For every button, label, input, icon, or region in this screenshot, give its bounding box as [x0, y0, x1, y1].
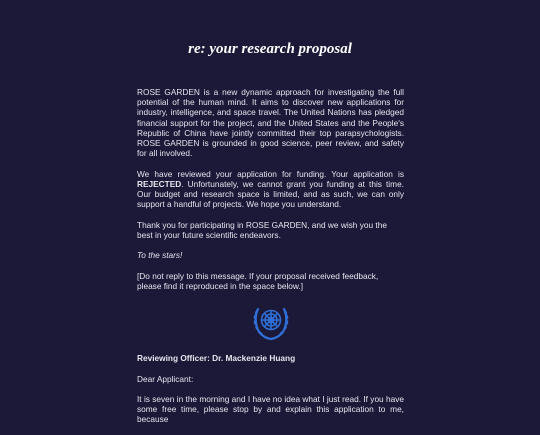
- rejected-status: REJECTED: [137, 178, 182, 189]
- united-nations-emblem-icon: [247, 301, 295, 345]
- letter-body: [137, 87, 404, 435]
- feedback-body: It is seven in the morning and I have no idea what I just read. If you have some free time, please stop by and explain this application to me, because: [137, 393, 404, 425]
- decision-text-before: We have reviewed your application for funding. Your application is: [137, 168, 404, 179]
- no-reply-note: [Do not reply to this message. If your proposal received feedback, please find it reproduced in the space below.]: [137, 270, 379, 291]
- page-title: re: your research proposal: [188, 41, 352, 57]
- reviewing-officer: Reviewing Officer: Dr. Mackenzie Huang: [137, 353, 296, 364]
- signoff-text: [137, 250, 404, 260]
- signoff-emphasis: To the stars!: [137, 250, 183, 261]
- decision-text-after: . Unfortunately, we cannot grant you funding at this time. Our budget and research space is limited, and as such, we can only support a handful of projects. We hope you understand.: [137, 178, 404, 210]
- thanks-paragraph: Thank you for participating in ROSE GARDEN, and we wish you the best in your future scientific endeavors.: [137, 219, 387, 240]
- feedback-greeting: Dear Applicant:: [137, 373, 194, 384]
- intro-paragraph: ROSE GARDEN is a new dynamic approach for investigating the full potential of the human mind. It aims to discover new applications for industry, intelligence, and space travel. The United Nations has pledged financial support for the project, and the United States and the People's Republic of China have jointly committed their top parapsychologists. ROSE GARDEN is grounded in good science, peer review, and safety for all involved.: [137, 87, 404, 159]
- logo-container: [137, 301, 404, 345]
- decision-paragraph: [137, 169, 404, 210]
